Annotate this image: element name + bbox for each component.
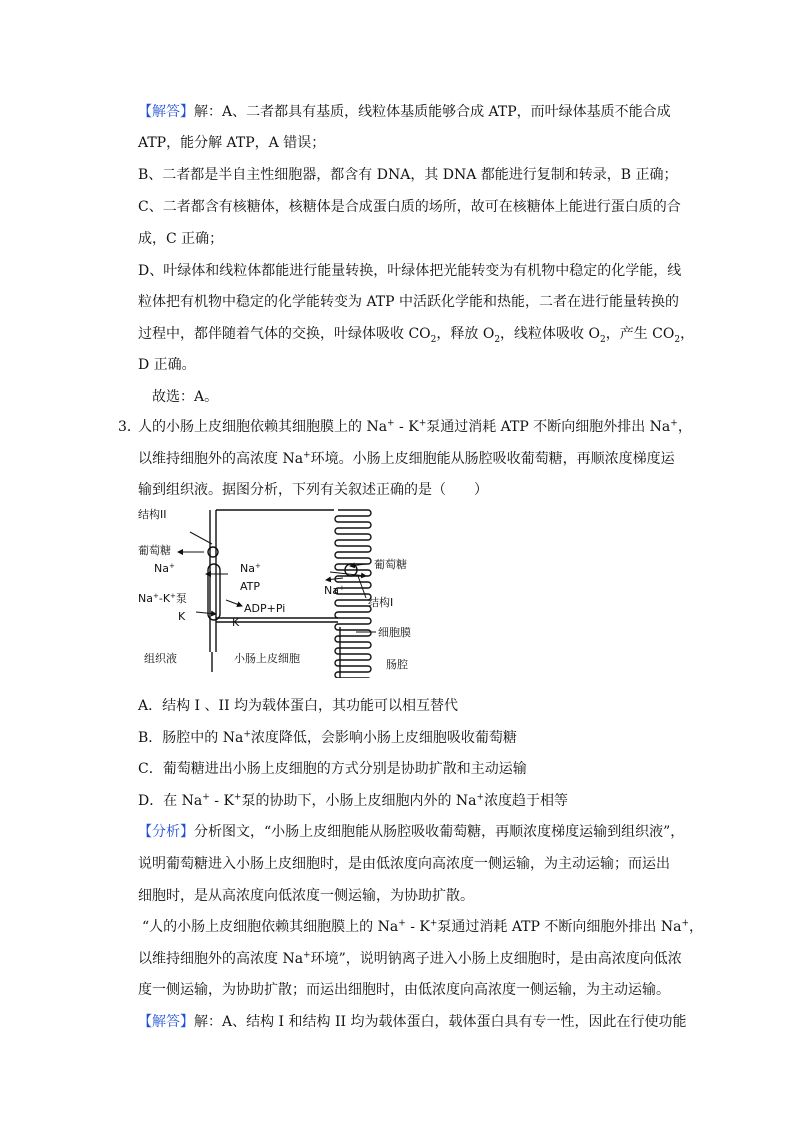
analysis-line-2: 说明葡萄糖进入小肠上皮细胞时，是由低浓度向高浓度一侧运输，为主动运输；而运出	[138, 856, 670, 872]
option-a: A．结构 I 、II 均为载体蛋白，其功能可以相互替代	[138, 698, 459, 714]
analysis-tag: 【分析】	[138, 824, 194, 840]
answer-line-4: C、二者都含有核糖体，核糖体是合成蛋白质的场所，故可在核糖体上能进行蛋白质的合	[138, 199, 681, 215]
answer-tag: 【解答】	[138, 104, 194, 120]
answer-line-6: D、叶绿体和线粒体都能进行能量转换，叶绿体把光能转变为有机物中稳定的化学能，线	[138, 263, 682, 279]
answer-line-2: ATP，能分解 ATP，A 错误；	[138, 135, 326, 151]
answer2-tag: 【解答】	[138, 1014, 194, 1030]
option-b: B．肠腔中的 Na+浓度降低，会影响小肠上皮细胞吸收葡萄糖	[138, 729, 517, 746]
question-line-1: 人的小肠上皮细胞依赖其细胞膜上的 Na+ - K+泵通过消耗 ATP 不断向细胞外排出 Na+，	[138, 418, 692, 435]
option-d: D．在 Na+ - K+泵的协助下，小肠上皮细胞内外的 Na+浓度趋于相等	[138, 792, 569, 809]
question-number: 3．	[118, 419, 141, 435]
label-structure-1: 结构I	[368, 596, 394, 609]
analysis-line-1: 【分析】分析图文，“小肠上皮细胞能从肠腔吸收葡萄糖，再顺浓度梯度运输到组织液”，	[138, 824, 685, 840]
label-k-right: K	[232, 616, 240, 629]
label-lumen: 肠腔	[386, 658, 408, 671]
answer-line-5: 成，C 正确；	[138, 231, 224, 247]
answer-text: 解：A、二者都具有基质，线粒体基质能够合成 ATP，而叶绿体基质不能合成	[194, 104, 671, 120]
answer-line-9: D 正确。	[138, 357, 196, 373]
label-glucose-left: 葡萄糖	[138, 544, 171, 557]
label-na-left: Na+	[154, 562, 175, 575]
answer-line-8: 过程中，都伴随着气体的交换，叶绿体吸收 $CO_2$，释放 $O_2$，线粒体吸收 $O_2$，产生 $CO_2$，	[138, 326, 695, 345]
label-atp: ATP	[240, 580, 261, 593]
label-na-atp: Na+	[240, 562, 261, 575]
label-structure-2: 结构II	[138, 508, 167, 521]
transport-diagram	[138, 502, 452, 678]
analysis-line-5: 以维持细胞外的高浓度 Na+环境”，说明钠离子进入小肠上皮细胞时，是由高浓度向低浓	[138, 950, 682, 967]
label-tissue-fluid: 组织液	[144, 652, 177, 665]
label-membrane: 细胞膜	[378, 626, 411, 639]
label-epithelial-cell: 小肠上皮细胞	[234, 652, 300, 665]
label-glucose-right: 葡萄糖	[374, 558, 407, 571]
answer-line-7: 粒体把有机物中稳定的化学能转变为 ATP 中活跃化学能和热能，二者在进行能量转换的	[138, 294, 680, 310]
analysis-line-4: “人的小肠上皮细胞依赖其细胞膜上的 Na+ - K+泵通过消耗 ATP 不断向细胞外排出 Na+，	[142, 918, 703, 935]
label-adp: ADP+Pi	[244, 602, 286, 615]
analysis-line-3: 细胞时，是从高浓度向低浓度一侧运输，为协助扩散。	[138, 888, 474, 904]
answer-conclusion: 故选：A。	[152, 389, 219, 405]
answer-line-3: B、二者都是半自主性细胞器，都含有 DNA，其 DNA 都能进行复制和转录，B 正确；	[138, 167, 678, 183]
analysis-line-6: 度一侧运输，为协助扩散；而运出细胞时，由低浓度向高浓度一侧运输，为主动运输。	[138, 982, 670, 998]
label-k-left: K	[178, 610, 186, 623]
option-c: C．葡萄糖进出小肠上皮细胞的方式分别是协助扩散和主动运输	[138, 761, 527, 777]
answer2-line-1: 【解答】解：A、结构 I 和结构 II 均为载体蛋白，载体蛋白具有专一性，因此在行使功能	[138, 1014, 687, 1030]
label-pump: Na+-K+泵	[138, 592, 187, 605]
question-line-2: 以维持细胞外的高浓度 Na+环境。小肠上皮细胞能从肠腔吸收葡萄糖，再顺浓度梯度运	[138, 450, 675, 467]
label-na-right: Na+	[324, 584, 345, 597]
question-line-3: 输到组织液。据图分析，下列有关叙述正确的是（ ）	[138, 482, 488, 498]
answer-line-1	[138, 103, 671, 121]
